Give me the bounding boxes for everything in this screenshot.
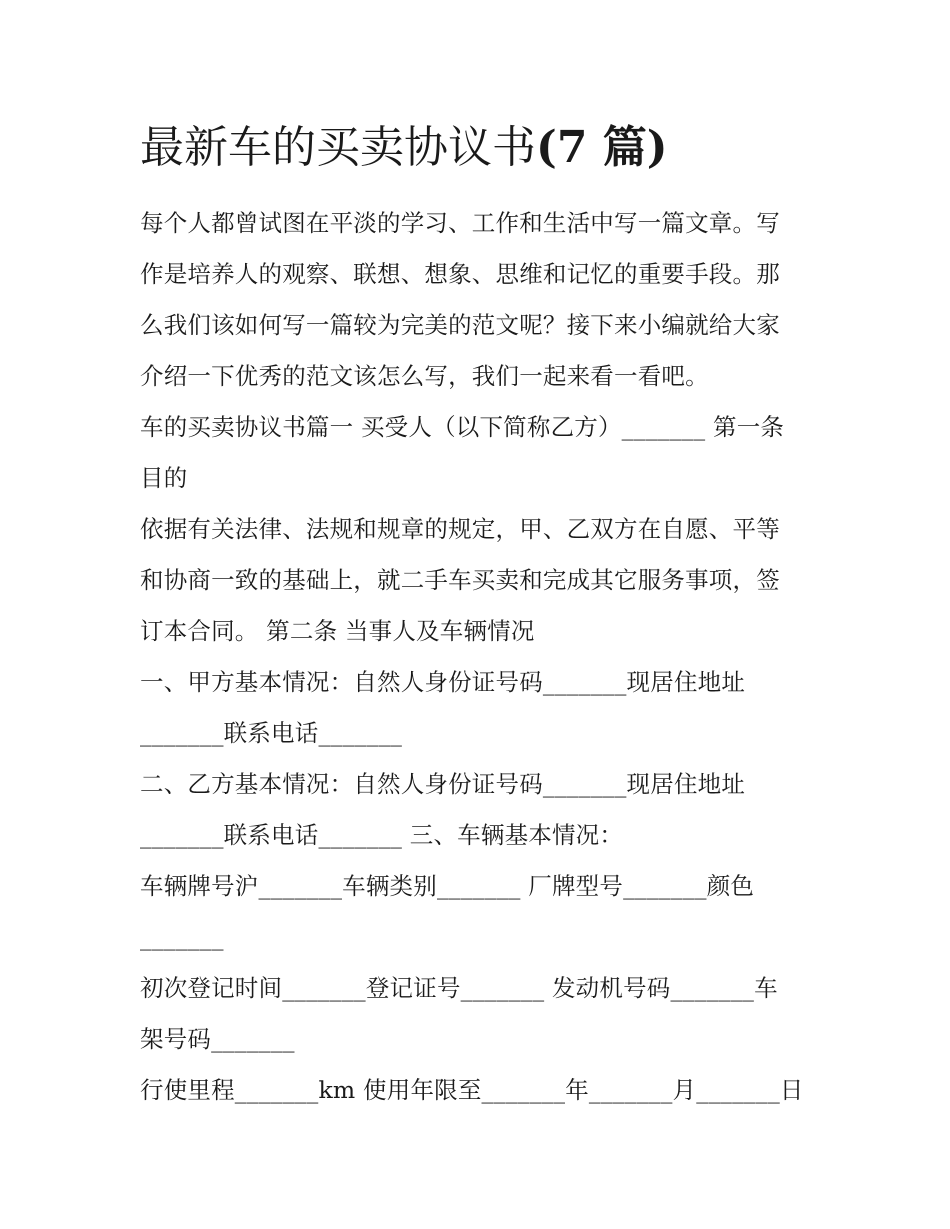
text-line: 订本合同。 第二条 当事人及车辆情况: [140, 617, 535, 645]
text-line: 每个人都曾试图在平淡的学习、工作和生活中写一篇文章。写: [140, 209, 780, 237]
text-line: 车辆牌号沪_______车辆类别_______ 厂牌型号_______颜色: [140, 872, 755, 900]
text-line: 初次登记时间_______登记证号_______ 发动机号码_______车: [140, 974, 778, 1002]
text-line: 和协商一致的基础上，就二手车买卖和完成其它服务事项，签: [140, 566, 780, 594]
text-line: 行使里程_______km 使用年限至_______年_______月_______日: [140, 1076, 804, 1104]
title-text: 最新车的买卖协议书: [140, 122, 536, 173]
text-line: 二、乙方基本情况：自然人身份证号码_______现居住地址: [140, 770, 746, 798]
document-body: [140, 198, 820, 1116]
text-line: 作是培养人的观察、联想、想象、思维和记忆的重要手段。那: [140, 260, 780, 288]
text-line: 目的: [140, 464, 188, 492]
document-title: [140, 112, 668, 184]
text-line: 依据有关法律、法规和规章的规定，甲、乙双方在自愿、平等: [140, 515, 780, 543]
title-count: (7 篇): [536, 122, 668, 173]
text-line: 一、甲方基本情况：自然人身份证号码_______现居住地址: [140, 668, 746, 696]
text-line: 车的买卖协议书篇一 买受人（以下简称乙方）_______ 第一条: [140, 413, 785, 441]
text-line: 介绍一下优秀的范文该怎么写，我们一起来看一看吧。: [140, 362, 709, 390]
text-line: _______: [140, 923, 224, 951]
text-line: 么我们该如何写一篇较为完美的范文呢？接下来小编就给大家: [140, 311, 780, 339]
text-line: _______联系电话_______: [140, 719, 403, 747]
text-line: 架号码_______: [140, 1025, 295, 1053]
text-line: _______联系电话_______ 三、车辆基本情况：: [140, 821, 624, 849]
